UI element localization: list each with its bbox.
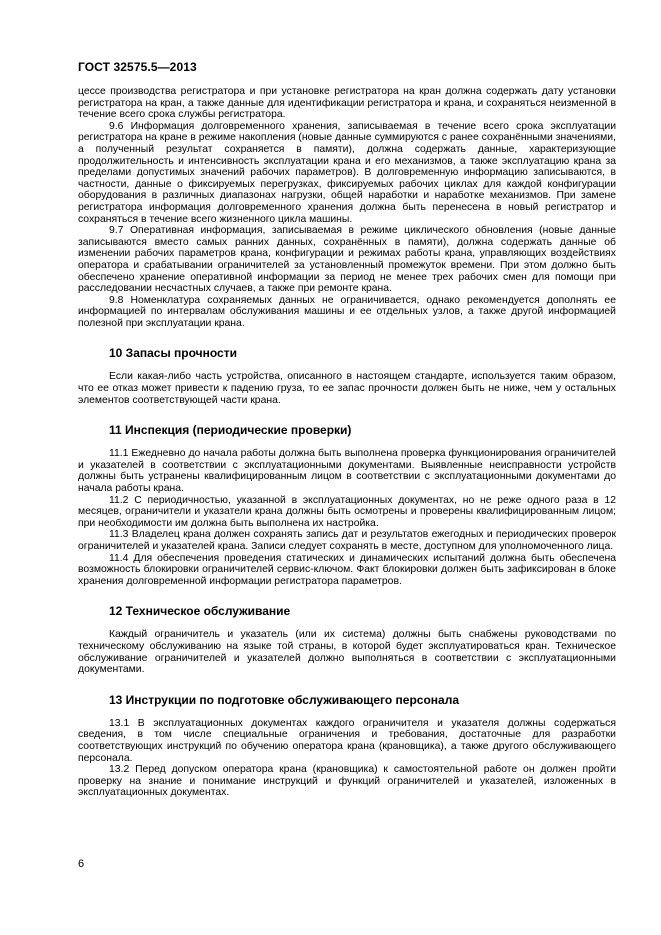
paragraph-12: Каждый ограничитель и указатель (или их система) должны быть снабжены руководствами по техническому обслуживанию на языке той страны, в которой будет эксплуатироваться кран. Техническое обслуживание ограничителей и указателей должно выполняться в соответствии с эксплуатационными документами. — [78, 629, 616, 676]
paragraph-9-6: 9.6 Информация долговременного хранения, записываемая в течение всего срока эксплуатации регистратора на кране в режиме накопления (новые данные суммируются с ранее сохранёнными значениями, а полученный результат сохраняется в памяти), должна содержать данные, характеризующие продолжительность и интенсивность эксплуатации крана и его механизмов, а также эксплуатацию крана за пределами допустимых значений рабочих параметров). В долговременную информацию записываются, в частности, данные о фиксируемых перегрузках, фиксируемых рабочих циклах для каждой конфигурации оборудования в различных диапазонах нагрузки, общей наработки и наработке механизмов. При замене регистратора информация долговременного хранения должна быть перенесена в новый регистратор и сохраняться в течение всего жизненного цикла машины. — [78, 120, 616, 225]
paragraph-9-8: 9.8 Номенклатура сохраняемых данных не ограничивается, однако рекомендуется дополнять ее информацией по интервалам обслуживания машины и ее отдельных узлов, а также другой информацией полезной при эксплуатации крана. — [78, 294, 616, 329]
document-body — [78, 86, 616, 799]
paragraph-intro: цессе производства регистратора и при установке регистратора на кран должна содержать дату установки регистратора на кран, а также данные для идентификации регистратора и крана, и сохраняться неизменной в течение всего срока службы регистратора. — [78, 86, 616, 121]
section-11-heading: 11 Инспекция (периодические проверки) — [109, 423, 352, 438]
page-number: 6 — [78, 858, 85, 870]
section-12-heading: 12 Техническое обслуживание — [109, 604, 291, 619]
paragraph-11-3: 11.3 Владелец крана должен сохранять запись дат и результатов ежегодных и периодических проверок ограничителей и указателей крана. Записи следует сохранять в месте, доступном для уполномоченного лица. — [78, 529, 616, 552]
paragraph-13-2: 13.2 Перед допуском оператора крана (крановщика) к самостоятельной работе он должен пройти проверку на знание и понимание инструкций и функций ограничителей и указателей, изложенных в эксплуатационных документах. — [78, 764, 616, 799]
section-10-heading: 10 Запасы прочности — [109, 346, 237, 361]
paragraph-9-7: 9.7 Оперативная информация, записываемая в режиме циклического обновления (новые данные записываются вместо самых ранних данных, сохранённых в памяти), должна содержать данные об изменении рабочих параметров крана, конфигурации и режимах работы крана, управляющих воздействиях оператора и срабатывании ограничителей за установленный промежуток времени. При этом должно быть обеспечено хранение оперативной информации за период не менее трех рабочих смен для помощи при расследовании несчастных случаев, а также при ремонте крана. — [78, 225, 616, 295]
section-13-heading: 13 Инструкции по подготовке обслуживающего персонала — [109, 692, 460, 707]
paragraph-10: Если какая-либо часть устройства, описанного в настоящем стандарте, используется таким образом, что ее отказ может привести к падению груза, то ее запас прочности должен быть не ниже, чем у остальных элементов соответствующей части крана. — [78, 371, 616, 406]
paragraph-13-1: 13.1 В эксплуатационных документах каждого ограничителя и указателя должны содержаться сведения, в том числе специальные ограничения и требования, достаточные для разработки соответствующих инструкций по обучению оператора крана (крановщика), а также другого обслуживающего персонала. — [78, 717, 616, 764]
document-header: ГОСТ 32575.5—2013 — [78, 60, 197, 74]
paragraph-11-4: 11.4 Для обеспечения проведения статических и динамических испытаний должна быть обеспечена возможность блокировки ограничителей сервис-ключом. Факт блокировки должен быть зафиксирован в блоке хранения долговременной информации регистратора параметров. — [78, 552, 616, 587]
paragraph-11-1: 11.1 Ежедневно до начала работы должна быть выполнена проверка функционирования ограничителей и указателей в соответствии с эксплуатационными документами. Выявленные неисправности устройств должны быть устранены квалифицированным лицом в соответствии с эксплуатационными документами до начала работы крана. — [78, 448, 616, 495]
paragraph-11-2: 11.2 С периодичностью, указанной в эксплуатационных документах, но не реже одного раза в 12 месяцев, ограничители и указатели крана должны быть осмотрены и проверены квалифицированным лицом; при необходимости им должна быть выполнена их настройка. — [78, 494, 616, 529]
